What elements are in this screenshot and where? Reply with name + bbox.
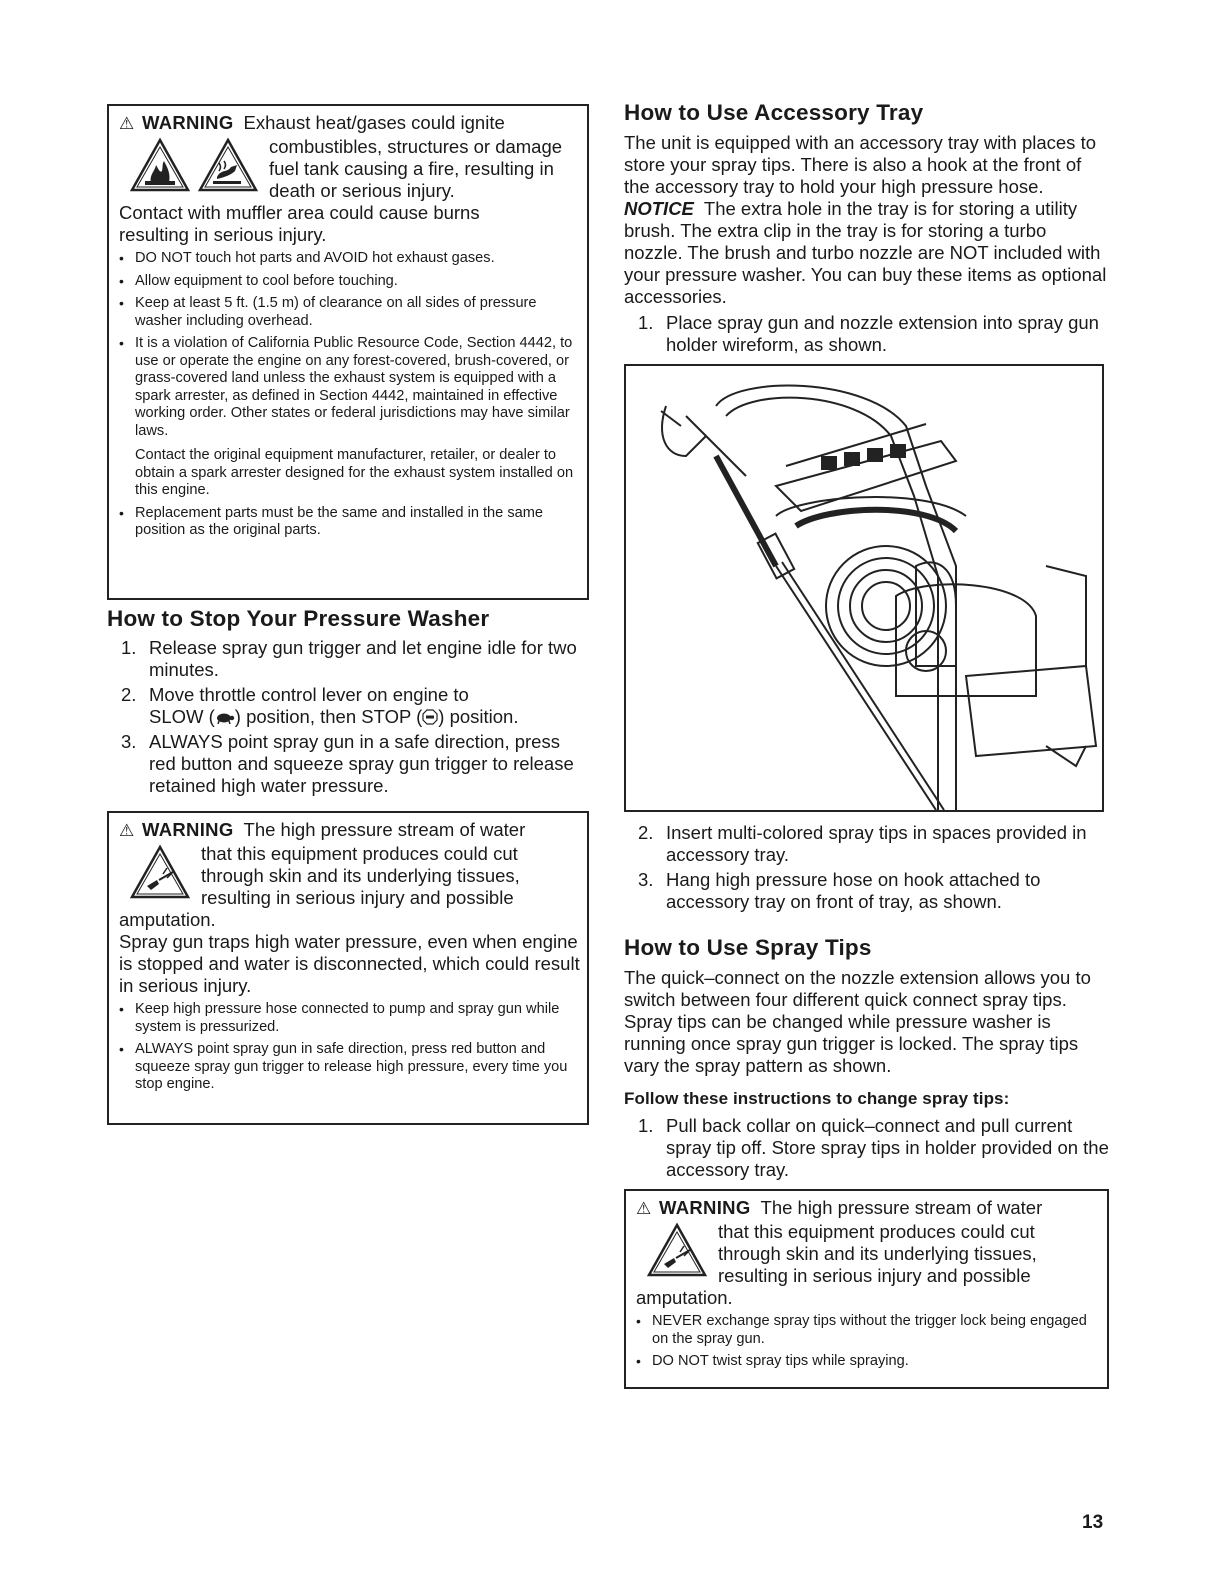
warning-title: ⚠ WARNING bbox=[119, 112, 234, 133]
warning-line: resulting in serious injury and possible bbox=[201, 887, 514, 908]
tray-steps-b bbox=[624, 822, 1109, 913]
hot-surface-icon bbox=[197, 137, 259, 193]
warning-line: through skin and its underlying tissues, bbox=[718, 1243, 1037, 1264]
warning-line: amputation. bbox=[636, 1287, 733, 1308]
warning-header bbox=[119, 112, 581, 135]
warning-body bbox=[636, 1287, 1101, 1309]
warning-line: that this equipment produces could cut bbox=[718, 1221, 1035, 1242]
list-item: • DO NOT twist spray tips while spraying. bbox=[636, 1353, 1101, 1371]
warning-header bbox=[636, 1197, 1101, 1220]
warning-line: fuel tank causing a fire, resulting in bbox=[269, 158, 554, 179]
warning-lead-text: The high pressure stream of water bbox=[243, 819, 526, 840]
warning-line: resulting in serious injury and possible bbox=[718, 1265, 1031, 1286]
list-item: 2. Insert multi-colored spray tips in spaces provided in accessory tray. bbox=[638, 822, 1087, 865]
tips-subheading: Follow these instructions to change spray tips: bbox=[624, 1089, 1010, 1108]
warning-title: ⚠ WARNING bbox=[636, 1197, 751, 1218]
fire-hazard-icon bbox=[129, 137, 191, 193]
stop-section bbox=[107, 606, 589, 797]
turtle-icon bbox=[215, 712, 235, 724]
warning-bullet-list bbox=[119, 250, 581, 540]
accessory-tray-figure bbox=[624, 364, 1104, 812]
stop-steps bbox=[107, 637, 589, 797]
list-item: • Keep high pressure hose connected to pump and spray gun while system is pressurized. bbox=[119, 1001, 581, 1036]
list-item: 3. Hang high pressure hose on hook attached to accessory tray on front of tray, as shown. bbox=[638, 869, 1041, 912]
section-heading: How to Use Accessory Tray bbox=[624, 100, 924, 125]
list-item: • Replacement parts must be the same and installed in the same position as the original parts. bbox=[119, 505, 581, 540]
tips-steps bbox=[624, 1115, 1109, 1181]
tray-paragraph: The unit is equipped with an accessory tray with places to store your spray tips. There is also a hook at the front of the accessory tray to hold your high pressure hose. bbox=[624, 132, 1096, 197]
section-heading: How to Stop Your Pressure Washer bbox=[107, 606, 490, 631]
section-heading: How to Use Spray Tips bbox=[624, 935, 872, 960]
tray-steps-a bbox=[624, 312, 1109, 356]
list-item: • It is a violation of California Public Resource Code, Section 4442, to use or operate the engine on any forest-covered, brush-covered, or grass-covered land unless the exhaust system is equipped with a spark arrester, as defined in Section 4442, maintained in effective working order. Other states or federal jurisdictions may have similar laws. Contact the original equipment manufacturer, retailer, or dealer to obtain a spark arrester designed for the exhaust system installed on this engine. bbox=[119, 335, 581, 500]
warning-line: combustibles, structures or damage bbox=[269, 136, 563, 157]
warning-body-text: Spray gun traps high water pressure, even when engine is stopped and water is disconnected, which could result in serious injury. bbox=[119, 931, 580, 996]
warning-triangle-icon: ⚠ bbox=[119, 114, 135, 133]
notice-paragraph bbox=[624, 198, 1109, 308]
cut-hazard-icon bbox=[129, 844, 191, 900]
list-item: • ALWAYS point spray gun in safe direction, press red button and squeeze spray gun trigger to release high pressure, every time you stop engine. bbox=[119, 1041, 581, 1094]
hazard-icons bbox=[129, 137, 259, 193]
hazard-icons bbox=[646, 1222, 708, 1278]
stop-icon bbox=[422, 709, 438, 725]
warning-line: that this equipment produces could cut bbox=[201, 843, 518, 864]
list-item: • Keep at least 5 ft. (1.5 m) of clearance on all sides of pressure washer including overhead. bbox=[119, 295, 581, 330]
warning-triangle-icon: ⚠ bbox=[119, 821, 135, 840]
exhaust-warning-box bbox=[107, 104, 589, 600]
list-item: • NEVER exchange spray tips without the trigger lock being engaged on the spray gun. bbox=[636, 1313, 1101, 1348]
warning-line: through skin and its underlying tissues, bbox=[201, 865, 520, 886]
page-number: 13 bbox=[1082, 1512, 1104, 1533]
left-column bbox=[107, 104, 589, 1125]
warning-title: ⚠ WARNING bbox=[119, 819, 234, 840]
cut-hazard-icon bbox=[646, 1222, 708, 1278]
list-item: 1. Pull back collar on quick–connect and pull current spray tip off. Store spray tips in holder provided on the accessory tray. bbox=[638, 1115, 1109, 1180]
warning-bullet-list bbox=[119, 1001, 581, 1094]
list-item: • Allow equipment to cool before touching. bbox=[119, 273, 581, 291]
warning-line: death or serious injury. bbox=[269, 180, 455, 201]
notice-text: The extra hole in the tray is for storing a utility brush. The extra clip in the tray is for storing a turbo nozzle. The brush and turbo nozzle are NOT included with your pressure washer. You can buy these items as optional accessories. bbox=[624, 198, 1107, 307]
pressure-washer-illustration bbox=[626, 366, 1102, 810]
warning-line: amputation. bbox=[119, 909, 216, 930]
list-item: 1. Release spray gun trigger and let engine idle for two minutes. bbox=[121, 637, 577, 680]
high-pressure-warning-box bbox=[107, 811, 589, 1125]
list-item: • DO NOT touch hot parts and AVOID hot exhaust gases. bbox=[119, 250, 581, 268]
list-item-subtext: Contact the original equipment manufacturer, retailer, or dealer to obtain a spark arrester designed for the exhaust system installed on this engine. bbox=[135, 447, 574, 498]
notice-label: NOTICE bbox=[624, 198, 694, 219]
list-item: 3. ALWAYS point spray gun in a safe direction, press red button and squeeze spray gun trigger to release retained high water pressure. bbox=[121, 731, 574, 796]
warning-bullet-list bbox=[636, 1313, 1101, 1371]
list-item: 2. Move throttle control lever on engine to SLOW ( ) position, then STOP ( ) position. bbox=[121, 684, 519, 727]
warning-body bbox=[119, 909, 581, 997]
right-column bbox=[624, 100, 1109, 1389]
hazard-icons bbox=[129, 844, 191, 900]
warning-header bbox=[119, 819, 581, 842]
warning-lead-text: The high pressure stream of water bbox=[760, 1197, 1043, 1218]
list-item: 1. Place spray gun and nozzle extension into spray gun holder wireform, as shown. bbox=[638, 312, 1099, 355]
warning-lead-text: Exhaust heat/gases could ignite bbox=[243, 112, 505, 133]
warning-body-text: Contact with muffler area could cause burns resulting in serious injury. bbox=[119, 202, 480, 245]
warning-body bbox=[119, 202, 581, 246]
warning-triangle-icon: ⚠ bbox=[636, 1199, 652, 1218]
tips-paragraph: The quick–connect on the nozzle extension allows you to switch between four different quick connect spray tips. Spray tips can be changed while pressure washer is running once spray gun trigger is locked. The spray tips vary the spray pattern as shown. bbox=[624, 967, 1091, 1076]
spray-tip-warning-box bbox=[624, 1189, 1109, 1389]
